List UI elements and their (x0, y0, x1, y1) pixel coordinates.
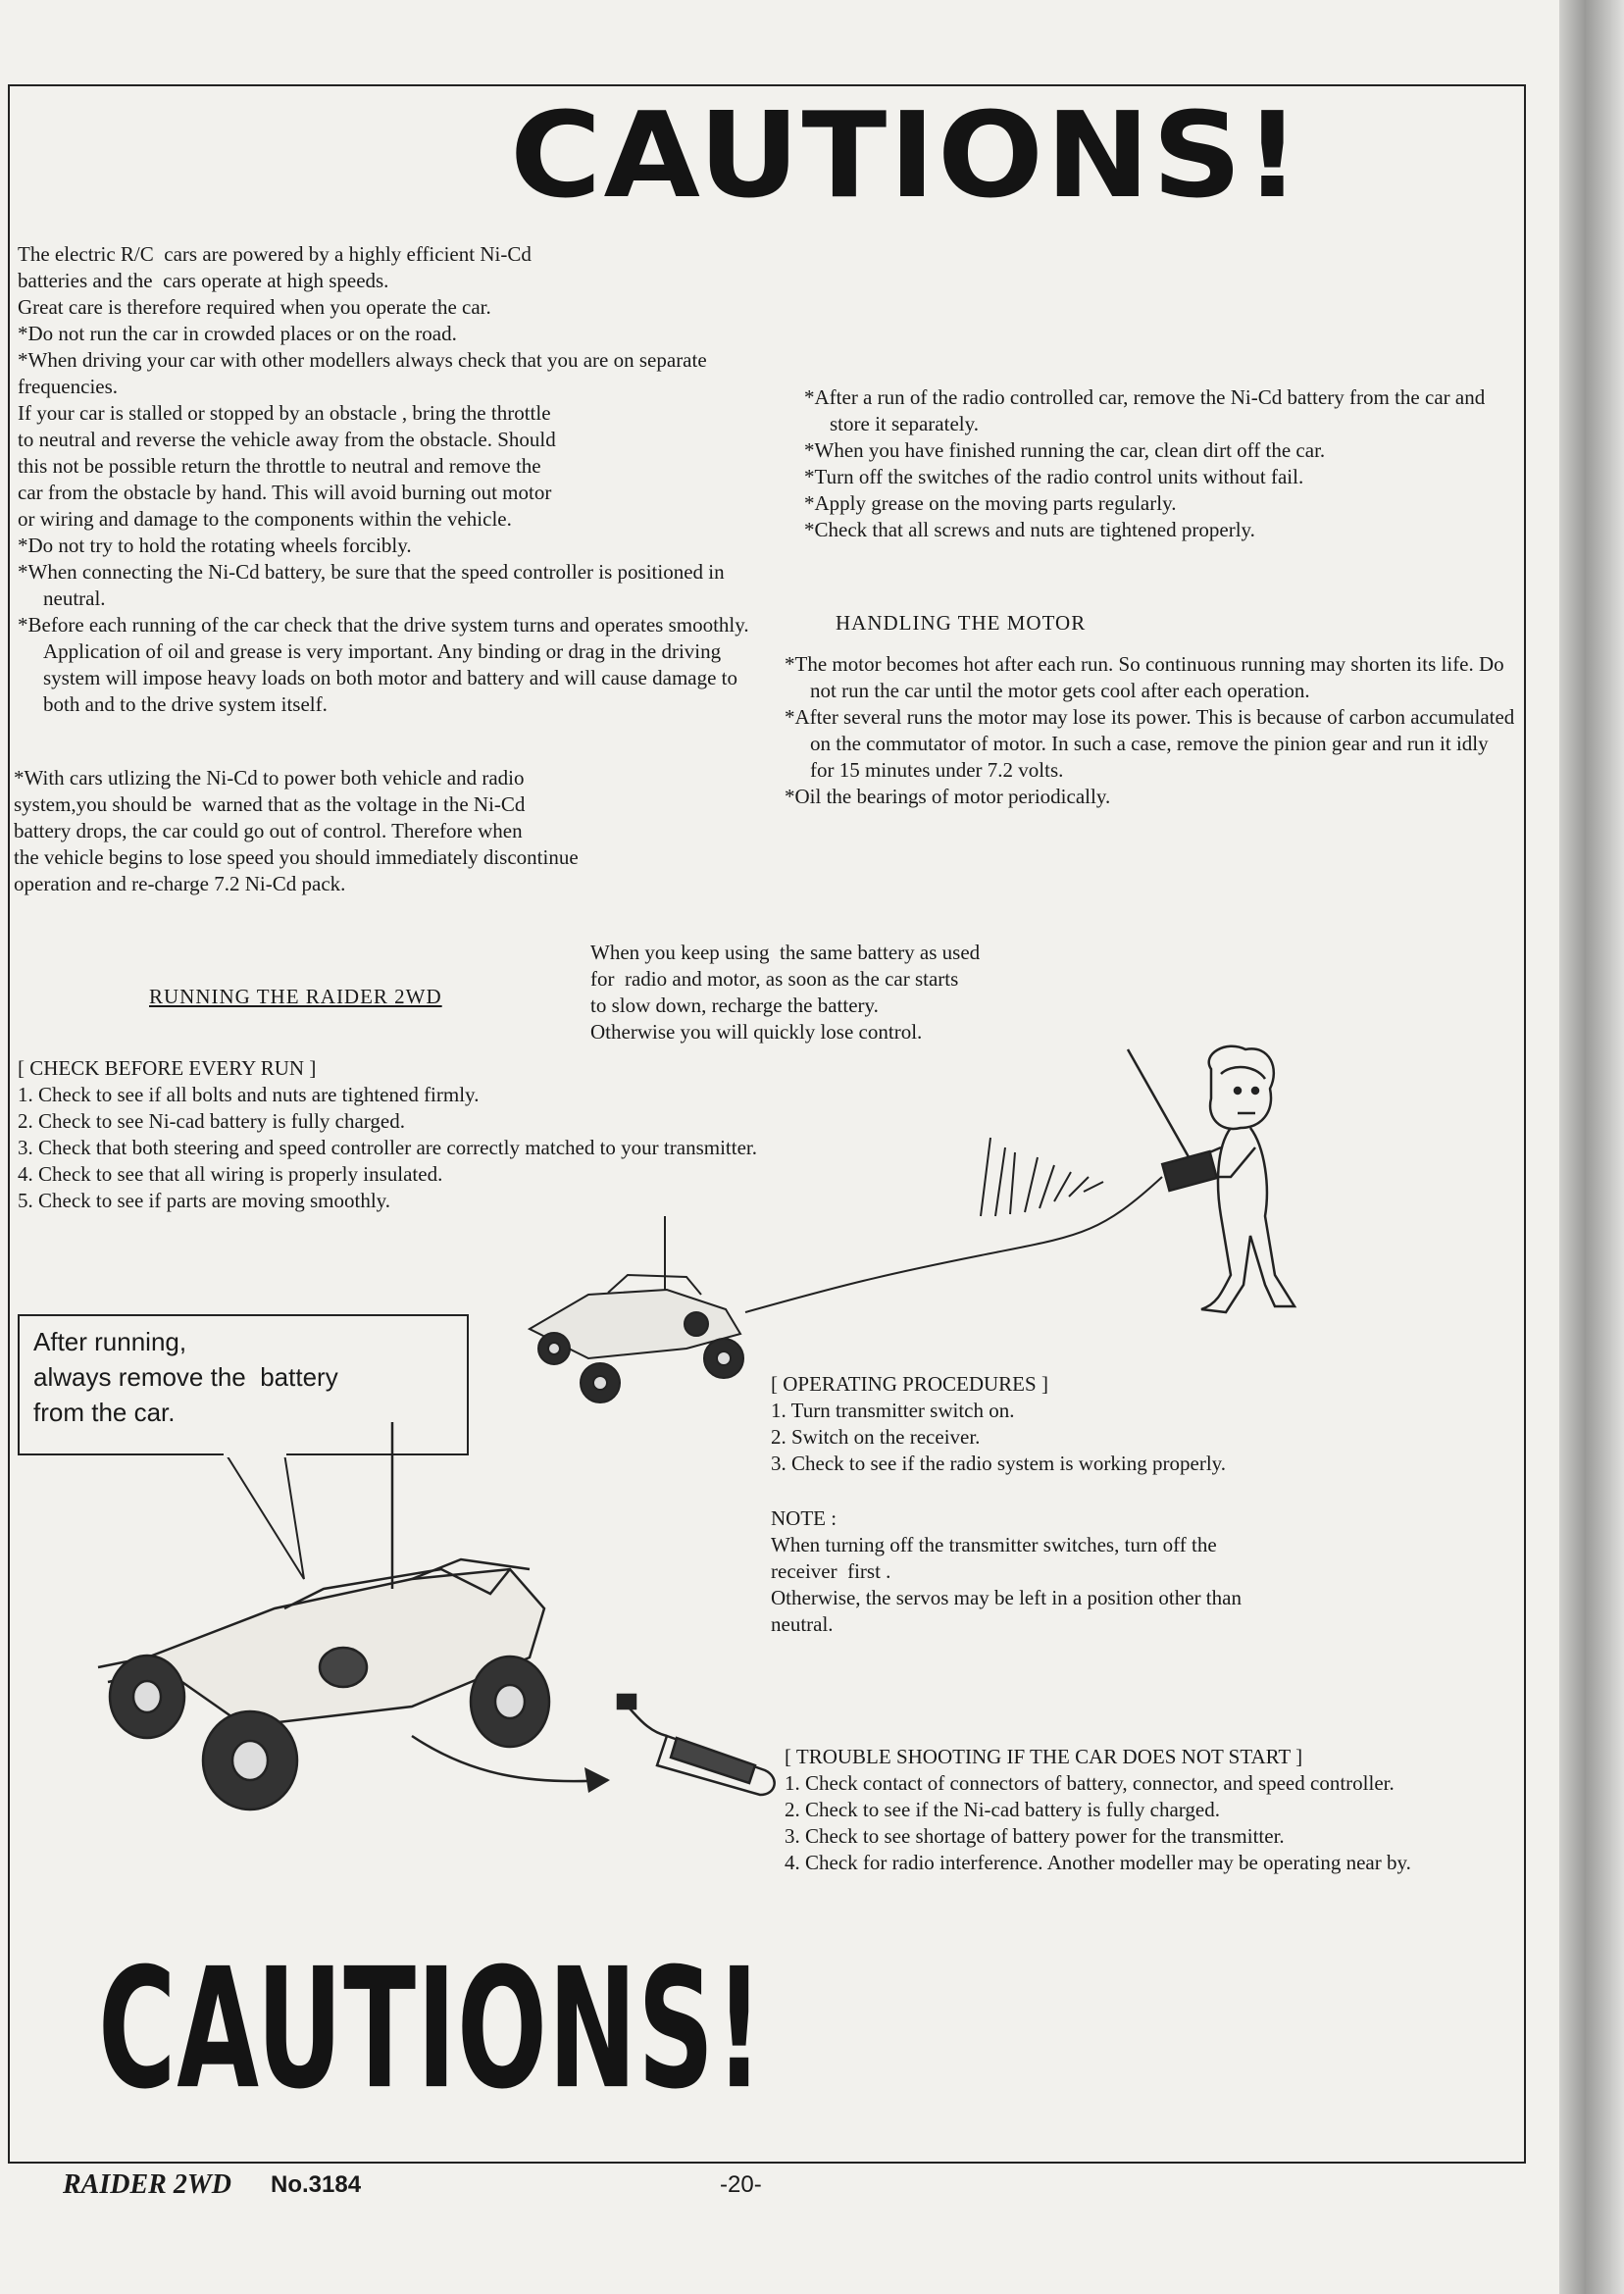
trouble-list (785, 1770, 1510, 1876)
footer-model-number: No.3184 (271, 2171, 362, 2198)
trouble-item: 1. Check contact of connectors of battery, connector, and speed controller. (785, 1771, 1395, 1795)
motor-item-power: *After several runs the motor may lose its power. This is because of carbon accumulated on the commutator of motor. In such a case, remove the pinion gear and run it idly for 15 minutes under 7.2 volts. (785, 705, 1515, 782)
operating-item: 2. Switch on the receiver. (771, 1425, 981, 1449)
ni-cd-paragraph: *With cars utlizing the Ni-Cd to power both vehicle and radio system,you should be warned that as the voltage in the Ni-Cd battery drops, the car could go out of control. Therefore when the vehicle begins to lose speed you should immediately discontinue operation and re-charge 7.2 Ni-Cd pack. (14, 766, 579, 895)
footer-brand: RAIDER 2WD (63, 2169, 231, 2200)
trouble-heading: [ TROUBLE SHOOTING IF THE CAR DOES NOT START ] (785, 1745, 1303, 1768)
motor-item-oil: *Oil the bearings of motor periodically. (785, 785, 1111, 808)
speech-bubble: After running, always remove the battery from the car. (18, 1314, 469, 1455)
radio-signal-line (745, 1177, 1162, 1312)
bubble-tail-cover (224, 1452, 286, 1457)
bubble-tail (226, 1453, 304, 1579)
trouble-item: 4. Check for radio interference. Another modeller may be operating near by. (785, 1851, 1411, 1874)
bullet-switches: *Turn off the switches of the radio control units without fail. (804, 465, 1304, 488)
modeller-figure-icon (1128, 1046, 1294, 1312)
check-item: 5. Check to see if parts are moving smoothly. (18, 1189, 391, 1212)
stall-paragraph: If your car is stalled or stopped by an obstacle , bring the throttle to neutral and reverse the vehicle away from the obstacle. Should this not be possible return the throttle to neutral and remove the car from the obstacle by hand. This will avoid burning out motor or wiring and damage to the components within the vehicle. (18, 401, 556, 531)
battery-pack-icon (618, 1695, 775, 1795)
bullet-remove-battery: *After a run of the radio controlled car, remove the Ni-Cd battery from the car and store it separately. (804, 385, 1486, 435)
check-item: 1. Check to see if all bolts and nuts are tightened firmly. (18, 1083, 480, 1106)
check-item: 2. Check to see Ni-cad battery is fully charged. (18, 1109, 405, 1133)
bullet-wheels: *Do not try to hold the rotating wheels forcibly. (18, 534, 412, 557)
note-label: NOTE : (771, 1506, 837, 1530)
operating-heading: [ OPERATING PROCEDURES ] (771, 1372, 1048, 1396)
bullet-clean-dirt: *When you have finished running the car, clean dirt off the car. (804, 438, 1326, 462)
trouble-item: 2. Check to see if the Ni-cad battery is fully charged. (785, 1798, 1220, 1821)
operating-list (771, 1398, 1497, 1477)
intro-paragraph: The electric R/C cars are powered by a highly efficient Ni-Cd batteries and the cars operate at high speeds. Great care is therefore required when you operate the car. (18, 242, 532, 319)
operating-item: 1. Turn transmitter switch on. (771, 1399, 1015, 1422)
check-item: 3. Check that both steering and speed controller are correctly matched to your transmitter. (18, 1136, 757, 1159)
bullet-drive-system: *Before each running of the car check that the drive system turns and operates smoothly. Application of oil and grease is very important. Any binding or drag in the driving system will impose heavy loads on both motor and battery and will cause damage to both and to the drive system itself. (18, 613, 749, 716)
check-item: 4. Check to see that all wiring is properly insulated. (18, 1162, 443, 1186)
large-buggy-icon (98, 1422, 549, 1810)
handling-motor-heading: HANDLING THE MOTOR (836, 611, 1087, 635)
bullet-frequencies: *When driving your car with other modellers always check that you are on separate frequencies. (18, 348, 707, 398)
small-buggy-icon (530, 1216, 743, 1402)
cautions-title-top: CAUTIONS! (510, 88, 1303, 225)
bullet-crowded: *Do not run the car in crowded places or on the road. (18, 322, 457, 345)
cautions-title-bottom: CAUTIONS! (98, 1932, 765, 2127)
grass-icon (981, 1138, 1103, 1216)
arrow-head-icon (584, 1767, 610, 1793)
bullet-grease: *Apply grease on the moving parts regularly. (804, 491, 1177, 515)
bullet-screws: *Check that all screws and nuts are tightened properly. (804, 518, 1255, 541)
operating-item: 3. Check to see if the radio system is working properly. (771, 1452, 1227, 1475)
footer-page-number: -20- (720, 2171, 762, 2198)
note-text: When turning off the transmitter switches, turn off the receiver first . Otherwise, the servos may be left in a position other than neutral. (771, 1533, 1242, 1636)
motor-item-hot: *The motor becomes hot after each run. So continuous running may shorten its life. Do not run the car until the motor gets cool after each operation. (785, 652, 1504, 702)
battery-note: When you keep using the same battery as used for radio and motor, as soon as the car starts to slow down, recharge the battery. Otherwise you will quickly lose control. (590, 941, 981, 1044)
trouble-item: 3. Check to see shortage of battery power for the transmitter. (785, 1824, 1285, 1848)
running-heading: RUNNING THE RAIDER 2WD (149, 985, 442, 1008)
check-heading: [ CHECK BEFORE EVERY RUN ] (18, 1056, 317, 1080)
bullet-connecting: *When connecting the Ni-Cd battery, be sure that the speed controller is positioned in neutral. (18, 560, 725, 610)
